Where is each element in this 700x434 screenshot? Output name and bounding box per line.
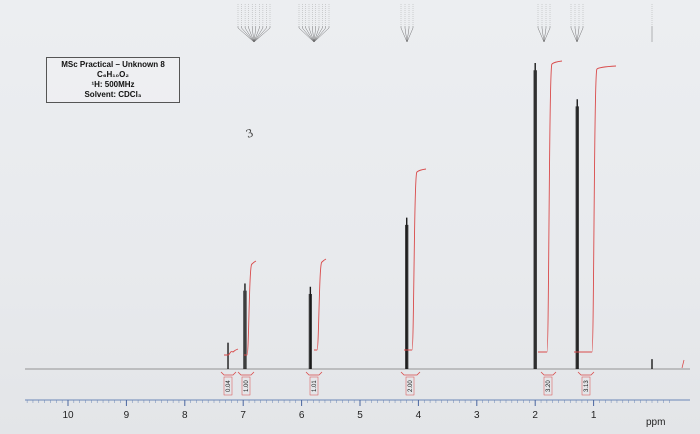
shift-callout-fan <box>538 4 550 42</box>
integral-curve <box>538 61 562 352</box>
shift-callout-fan <box>571 4 583 42</box>
peak-group <box>244 283 246 369</box>
x-axis-tick-labels <box>62 410 596 421</box>
peak-group <box>534 63 536 369</box>
integral-label: 1.01 <box>312 380 318 392</box>
tick-label-1: 1 <box>590 410 597 421</box>
sample-frequency: ¹H: 500MHz <box>91 80 135 89</box>
callout-line <box>254 28 266 42</box>
tick-label-6: 6 <box>298 410 305 421</box>
tick-label-5: 5 <box>357 410 363 421</box>
peak-group <box>576 99 578 369</box>
integral-bracket <box>221 372 236 375</box>
tick-label-7: 7 <box>240 410 246 421</box>
integral-label: 0.04 <box>226 380 232 392</box>
spectrum-peaks <box>228 63 652 369</box>
shift-callout-fan <box>238 4 270 42</box>
callout-line <box>302 28 314 42</box>
shift-callout-fan <box>401 4 413 42</box>
integral-bracket <box>401 372 420 375</box>
tick-label-8: 8 <box>182 410 188 421</box>
peak-group <box>406 218 408 369</box>
tick-label-4: 4 <box>415 410 422 421</box>
tick-label-9: 9 <box>123 410 130 421</box>
tick-label-10: 10 <box>62 410 74 421</box>
callout-line <box>299 28 314 42</box>
integration-curves <box>224 61 684 368</box>
integral-bracket <box>306 372 322 375</box>
integral-curve <box>314 259 326 350</box>
tick-label-3: 3 <box>474 410 480 421</box>
integral-label: 3.20 <box>546 380 552 392</box>
integral-label: 3.13 <box>584 380 590 392</box>
x-axis-unit-label: ppm <box>646 417 666 428</box>
sample-solvent: Solvent: CDCl₃ <box>84 90 142 99</box>
tick-label-2: 2 <box>532 410 538 421</box>
integral-curve <box>224 349 238 355</box>
integral-label: 1.00 <box>244 380 250 392</box>
integral-bracket <box>238 372 254 375</box>
peak-group <box>309 287 311 369</box>
shift-callout-fan <box>299 4 329 42</box>
callout-line <box>314 28 326 42</box>
callout-line <box>238 28 254 42</box>
callout-line <box>242 28 254 42</box>
sample-title: MSc Practical – Unknown 8 <box>61 60 165 69</box>
hand-annotation-3: 3 <box>244 126 256 141</box>
integral-label: 2.00 <box>408 380 414 392</box>
integral-bracket <box>578 372 594 375</box>
integral-bracket <box>541 372 556 375</box>
sample-formula: C₆H₁₀O₂ <box>97 70 129 79</box>
integration-labels <box>221 372 594 395</box>
callout-line <box>314 28 329 42</box>
callout-line <box>254 28 270 42</box>
peak-shift-callouts <box>238 4 652 42</box>
integral-curve <box>574 66 616 352</box>
integral-curve <box>682 360 684 368</box>
